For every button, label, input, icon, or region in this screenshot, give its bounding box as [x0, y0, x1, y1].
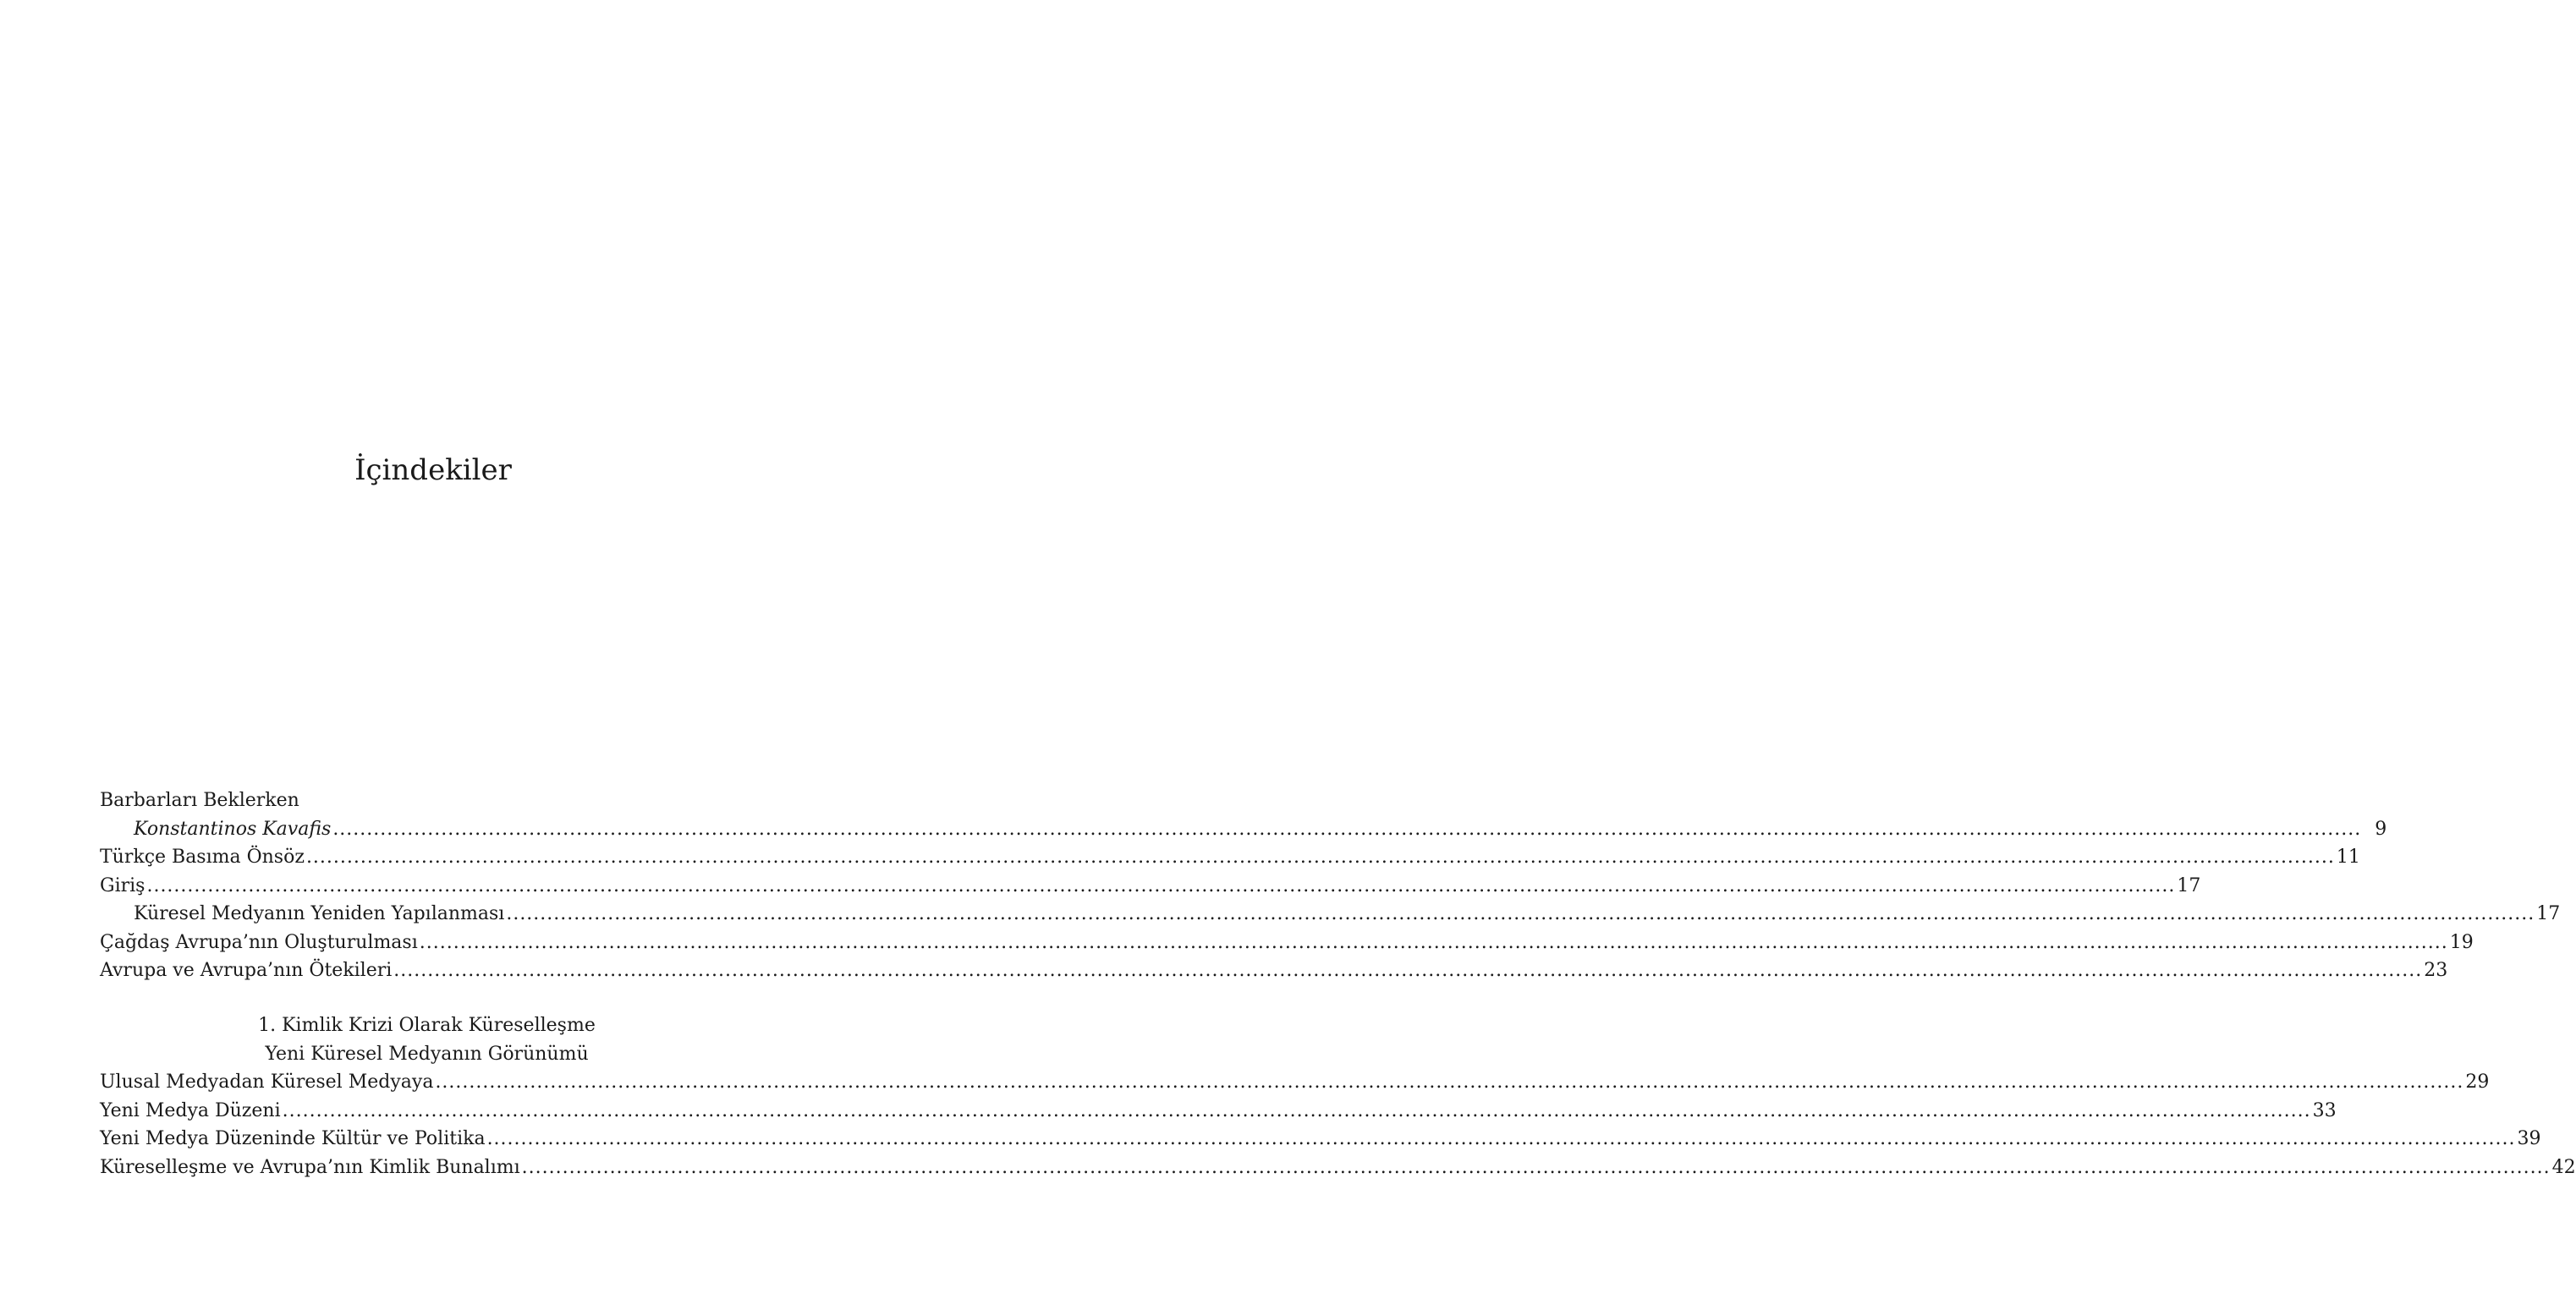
toc-chapter-1 [100, 1011, 2576, 1181]
toc-entry-label: Avrupa ve Avrupa’nın Ötekileri [100, 960, 393, 981]
toc-entry-page: 42 [2551, 1156, 2576, 1178]
toc-entry [100, 1125, 2541, 1154]
toc-entry-page: 33 [2312, 1099, 2337, 1121]
toc-entry-page: 29 [2465, 1072, 2490, 1093]
chapter-heading: 1. Kimlik Krizi Olarak Küreselleşme [258, 1015, 596, 1036]
toc-entry-label: Küresel Medyanın Yeniden Yapılanması [134, 903, 505, 924]
dot-leader: ............................................................................................................................................................................................................................................................................................................ [435, 1072, 2464, 1093]
toc-entry-page: 39 [2517, 1128, 2541, 1149]
toc-entry [100, 956, 2448, 985]
dot-leader: ............................................................................................................................................................................................................................................................................................................ [332, 818, 2362, 840]
toc-entry [100, 872, 2201, 901]
toc-entry-label: Çağdaş Avrupa’nın Oluşturulması [100, 931, 418, 953]
toc-entry [100, 787, 754, 815]
toc-entry-page: 11 [2336, 847, 2360, 868]
toc-entry-label: Giriş [100, 874, 146, 896]
toc-entry [100, 1068, 2490, 1097]
dot-leader: ............................................................................................................................................................................................................................................................................................................ [393, 960, 2423, 981]
dot-leader: ............................................................................................................................................................................................................................................................................................................ [282, 1099, 2311, 1121]
dot-leader: ............................................................................................................................................................................................................................................................................................................ [419, 931, 2448, 953]
toc-entry-label: Barbarları Beklerken [100, 790, 299, 811]
toc-entry [100, 1097, 2337, 1126]
page-title: İçindekiler [354, 453, 512, 487]
toc-entry-label: Ulusal Medyadan Küresel Medyaya [100, 1072, 434, 1093]
chapter-subheading: Yeni Küresel Medyanın Görünümü [265, 1043, 589, 1065]
toc-entry-page: 17 [2177, 874, 2201, 896]
toc-entry-page: 9 [2375, 818, 2387, 840]
dot-leader: ............................................................................................................................................................................................................................................................................................................ [486, 1128, 2516, 1149]
toc-entry-label: Konstantinos Kavafis [134, 818, 332, 840]
toc-entry [100, 929, 2474, 957]
toc-entry-page: 19 [2449, 931, 2474, 953]
toc-entry-label: Yeni Medya Düzeninde Kültür ve Politika [100, 1128, 486, 1149]
toc-entry [100, 900, 2561, 929]
toc-entry [100, 815, 2387, 844]
toc-front-matter [100, 787, 2561, 985]
toc-entry-page: 17 [2536, 903, 2561, 924]
dot-leader: ............................................................................................................................................................................................................................................................................................................ [305, 847, 2335, 868]
toc-entry [100, 1154, 2576, 1182]
dot-leader: ............................................................................................................................................................................................................................................................................................................ [506, 903, 2535, 924]
toc-entry-label: Küreselleşme ve Avrupa’nın Kimlik Bunalımı [100, 1156, 520, 1178]
dot-leader: ............................................................................................................................................................................................................................................................................................................ [521, 1156, 2551, 1178]
toc-entry-label: Türkçe Basıma Önsöz [100, 847, 305, 868]
dot-leader: ............................................................................................................................................................................................................................................................................................................ [146, 874, 2176, 896]
toc-entry [100, 843, 2360, 872]
toc-entry-page: 23 [2424, 960, 2448, 981]
toc-entry-label: Yeni Medya Düzeni [100, 1099, 281, 1121]
